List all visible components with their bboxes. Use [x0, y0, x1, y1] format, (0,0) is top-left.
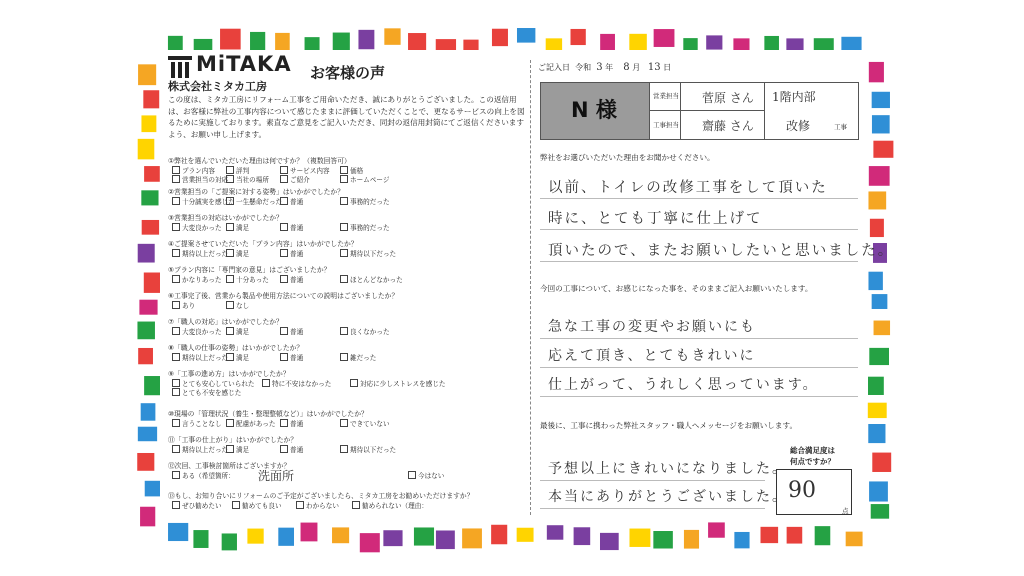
- section-prompt-3: 最後に、工事に携わった弊社スタッフ・職人へメッセージをお願いします。: [540, 421, 798, 430]
- option-label: できていない: [350, 420, 390, 428]
- option-label: 対応に少しストレスを感じた: [360, 380, 446, 388]
- question-9: ⑨「工事の進め方」はいかがでしたか？: [168, 370, 290, 378]
- intro-text: この度は、ミタカ工房にリフォーム工事をご用命いただき、誠にありがとうございました。この返信用は、お客様に弊社の工事内容について感じたままに評価していただくことで、更なるサービスの向上を図るために実施しております。素直なご意見をご記入いただき、同封の返信用封筒にてご返信くださいますよう、お願い申し上げます。: [168, 95, 525, 139]
- checkbox[interactable]: [340, 166, 348, 174]
- confetti-square: [734, 532, 749, 548]
- confetti-square: [815, 526, 831, 545]
- answer-option[interactable]: [350, 378, 446, 388]
- answer-option[interactable]: [340, 352, 376, 362]
- confetti-square: [142, 220, 159, 235]
- checkbox[interactable]: [226, 197, 234, 205]
- confetti-square: [872, 294, 888, 309]
- handwritten-comment: 予想以上にきれいになりました。: [548, 461, 788, 477]
- entry-date: ご記入日 令和 3 年 8 月 13 日: [538, 62, 672, 73]
- answer-option[interactable]: [172, 248, 228, 258]
- handwritten-comment: 本当にありがとうございました。: [548, 489, 788, 505]
- confetti-square: [278, 528, 294, 546]
- answer-option[interactable]: [232, 500, 282, 510]
- answer-option[interactable]: [296, 500, 339, 510]
- handwritten-comment: 頂いたので、またお願いしたいと思いました。: [548, 243, 895, 259]
- confetti-square: [600, 533, 619, 550]
- answer-option[interactable]: [340, 196, 390, 206]
- writing-line: [540, 480, 765, 481]
- answer-option[interactable]: [226, 174, 269, 184]
- date-month: 8: [623, 62, 630, 73]
- confetti-square: [868, 191, 886, 209]
- answer-option[interactable]: [340, 222, 390, 232]
- option-label: 事務的だった: [350, 224, 390, 232]
- writing-line: [540, 198, 858, 199]
- option-label: 期待以上だった: [182, 354, 229, 362]
- answer-option[interactable]: [226, 418, 276, 428]
- option-label: 一生懸命だった: [236, 198, 283, 206]
- answer-option[interactable]: [340, 418, 390, 428]
- sales-label: 営業担当: [653, 92, 679, 100]
- checkbox[interactable]: [340, 327, 348, 335]
- writing-line: [540, 338, 858, 339]
- answer-option[interactable]: [226, 196, 282, 206]
- confetti-square: [872, 453, 891, 472]
- answer-option[interactable]: [172, 326, 222, 336]
- option-label: 満足: [236, 224, 250, 232]
- confetti-square: [706, 35, 722, 49]
- confetti-square: [868, 377, 884, 395]
- checkbox[interactable]: [350, 379, 358, 387]
- date-day: 13: [647, 62, 661, 73]
- confetti-square: [137, 453, 154, 471]
- checkbox[interactable]: [226, 419, 234, 427]
- confetti-square: [868, 403, 887, 418]
- option-label: 普通: [290, 354, 304, 362]
- answer-option[interactable]: [280, 248, 303, 258]
- confetti-square: [869, 481, 888, 501]
- checkbox[interactable]: [280, 249, 288, 257]
- checkbox[interactable]: [280, 419, 288, 427]
- confetti-square: [140, 507, 155, 527]
- checkbox[interactable]: [280, 445, 288, 453]
- question-13: ⑬もし、お知り合いにリフォームのご予定がございましたら、ミタカ工房をお勧めいただけますか？: [168, 492, 474, 500]
- answer-option[interactable]: [172, 174, 228, 184]
- option-label: 大変良かった: [182, 328, 222, 336]
- checkbox[interactable]: [172, 166, 180, 174]
- question-4: ④ご提案させていただいた「プラン内容」はいかがでしたか？: [168, 240, 358, 248]
- confetti-square: [358, 30, 374, 49]
- page-title: お客様の声: [310, 64, 386, 82]
- checkbox[interactable]: [340, 353, 348, 361]
- answer-option[interactable]: [262, 378, 331, 388]
- score-unit: 点: [842, 507, 849, 515]
- answer-option[interactable]: [280, 222, 303, 232]
- checkbox[interactable]: [172, 175, 180, 183]
- writing-line: [540, 229, 858, 230]
- handwritten-comment: 応えて頂き、とてもきれいに: [548, 348, 756, 364]
- answer-option[interactable]: [352, 500, 428, 510]
- option-label: 満足: [236, 328, 250, 336]
- question-12: ⑫次回、工事検討箇所はございますか？: [168, 462, 291, 470]
- checkbox[interactable]: [172, 275, 180, 283]
- section-prompt-2: 今回の工事について、お感じになった事を、そのままご記入お願いいたします。: [540, 284, 813, 293]
- confetti-square: [517, 528, 534, 542]
- checkbox[interactable]: [172, 419, 180, 427]
- option-label: 期待以上だった: [182, 250, 229, 258]
- checkbox[interactable]: [340, 249, 348, 257]
- checkbox[interactable]: [280, 275, 288, 283]
- checkbox[interactable]: [172, 388, 180, 396]
- confetti-square: [787, 527, 803, 544]
- checkbox[interactable]: [340, 445, 348, 453]
- checkbox[interactable]: [340, 419, 348, 427]
- option-label: 普通: [290, 198, 304, 206]
- checkbox[interactable]: [172, 197, 180, 205]
- checkbox[interactable]: [226, 327, 234, 335]
- answer-option[interactable]: [280, 418, 303, 428]
- handwritten-comment: 急な工事の変更やお願いにも: [548, 319, 756, 335]
- checkbox[interactable]: [226, 249, 234, 257]
- checkbox[interactable]: [280, 353, 288, 361]
- construction-label: 工事担当: [653, 121, 679, 129]
- confetti-square: [144, 166, 160, 182]
- checkbox[interactable]: [172, 249, 180, 257]
- column-divider: [530, 60, 532, 515]
- confetti-square: [873, 141, 893, 158]
- confetti-square: [764, 36, 779, 51]
- score-label-1: 総合満足度は: [790, 446, 835, 455]
- option-label: 事務的だった: [350, 198, 390, 206]
- checkbox[interactable]: [340, 175, 348, 183]
- confetti-square: [383, 530, 402, 546]
- checkbox[interactable]: [352, 501, 360, 509]
- option-label: プラン内容: [182, 167, 215, 175]
- option-label: 価格: [350, 167, 364, 175]
- confetti-square: [869, 62, 884, 82]
- writing-line: [540, 367, 858, 368]
- checkbox[interactable]: [172, 327, 180, 335]
- construction-name: 齋藤 さん: [702, 119, 754, 133]
- answer-option[interactable]: [226, 222, 249, 232]
- option-label: かなりあった: [182, 276, 222, 284]
- confetti-square: [761, 527, 779, 543]
- checkbox[interactable]: [172, 223, 180, 231]
- option-label: サービス内容: [290, 167, 330, 175]
- question-3: ③営業担当の対応はいかがでしたか？: [168, 214, 283, 222]
- answer-option[interactable]: [172, 300, 195, 310]
- confetti-square: [384, 28, 400, 45]
- confetti-square: [220, 29, 241, 50]
- date-year: 3: [596, 62, 603, 73]
- question-6: ⑥工事完了後、営業から製品や使用方法についての説明はございましたか？: [168, 292, 399, 300]
- question-10: ⑩現場の「管理状況（養生・整理整頓など）」はいかがでしたか？: [168, 410, 368, 418]
- option-label: 今はない: [418, 472, 445, 480]
- grid-line: [649, 110, 765, 111]
- confetti-square: [138, 64, 156, 85]
- checkbox[interactable]: [226, 166, 234, 174]
- answer-option[interactable]: [408, 470, 444, 480]
- option-label: 雑だった: [350, 354, 377, 362]
- confetti-square: [141, 115, 156, 132]
- answer-option[interactable]: [172, 274, 222, 284]
- confetti-square: [138, 427, 157, 442]
- customer-name: N 様: [571, 98, 617, 122]
- answer-option[interactable]: [226, 274, 269, 284]
- answer-option[interactable]: [172, 500, 222, 510]
- answer-option[interactable]: [172, 352, 228, 362]
- checkbox[interactable]: [172, 445, 180, 453]
- option-label: 満足: [236, 250, 250, 258]
- option-label: 配慮があった: [236, 420, 276, 428]
- question-2: ②営業担当の「ご提案に対する姿勢」はいかがでしたか？: [168, 188, 345, 196]
- checkbox[interactable]: [262, 379, 270, 387]
- option-label: 普通: [290, 250, 304, 258]
- work-location: 1階内部: [772, 90, 816, 104]
- question-1: ①弊社を選んでいただいた理由は何ですか？（複数回答可）: [168, 157, 351, 165]
- answer-option[interactable]: [340, 326, 390, 336]
- confetti-square: [868, 424, 885, 443]
- option-label: 言うことなし: [182, 420, 222, 428]
- answer-option[interactable]: [172, 470, 235, 480]
- answer-option[interactable]: [280, 174, 310, 184]
- confetti-square: [871, 504, 889, 519]
- company-name: 株式会社ミタカ工房: [168, 80, 267, 93]
- checkbox[interactable]: [280, 223, 288, 231]
- confetti-square: [333, 33, 350, 51]
- answer-option[interactable]: [172, 444, 228, 454]
- confetti-square: [870, 219, 884, 237]
- answer-option[interactable]: [340, 444, 396, 454]
- answer-option[interactable]: [226, 352, 249, 362]
- confetti-square: [629, 529, 650, 547]
- answer-option[interactable]: [340, 174, 389, 184]
- confetti-square: [868, 272, 882, 290]
- confetti-square: [654, 29, 675, 47]
- option-label: 普通: [290, 224, 304, 232]
- checkbox[interactable]: [172, 353, 180, 361]
- writing-line: [540, 261, 858, 262]
- confetti-square: [139, 300, 157, 315]
- answer-option[interactable]: [280, 274, 303, 284]
- option-label: ホームページ: [350, 176, 390, 184]
- option-label: 十分誠実を感じた: [182, 198, 235, 206]
- work-label: 工事: [834, 123, 847, 131]
- option-label: ぜひ勧めたい: [182, 502, 222, 510]
- checkbox[interactable]: [226, 275, 234, 283]
- brand-name: MiTAKA: [196, 52, 292, 76]
- option-label: 期待以下だった: [350, 446, 397, 454]
- confetti-square: [708, 522, 725, 537]
- checkbox[interactable]: [280, 197, 288, 205]
- option-label: とても安心していられた: [182, 380, 255, 388]
- confetti-square: [872, 92, 890, 108]
- confetti-square: [141, 190, 158, 205]
- checkbox[interactable]: [408, 471, 416, 479]
- option-label: 営業担当の対応: [182, 176, 229, 184]
- answer-option[interactable]: [226, 326, 249, 336]
- option-label: わからない: [306, 502, 339, 510]
- confetti-square: [141, 403, 156, 421]
- option-label: 期待以上だった: [182, 446, 229, 454]
- option-label: 満足: [236, 354, 250, 362]
- option-label: 満足: [236, 446, 250, 454]
- question-7: ⑦「職人の対応」はいかがでしたか？: [168, 318, 283, 326]
- confetti-square: [869, 166, 890, 186]
- checkbox[interactable]: [296, 501, 304, 509]
- option-label: 普通: [290, 328, 304, 336]
- checkbox[interactable]: [226, 445, 234, 453]
- checkbox[interactable]: [172, 471, 180, 479]
- answer-option[interactable]: [226, 300, 249, 310]
- question-11: ⑪「工事の仕上がり」はいかがでしたか？: [168, 436, 298, 444]
- checkbox[interactable]: [172, 301, 180, 309]
- option-label: 大変良かった: [182, 224, 222, 232]
- writing-line: [540, 396, 858, 397]
- mitaka-logo-icon: [168, 56, 192, 78]
- option-label: 普通: [290, 276, 304, 284]
- option-label: とても不安を感じた: [182, 389, 242, 397]
- handwritten-comment: 仕上がって、うれしく思っています。: [548, 377, 819, 393]
- option-label: ある（希望箇所：: [182, 472, 235, 480]
- confetti-square: [574, 527, 591, 545]
- handwritten-comment: 以前、トイレの改修工事をして頂いた: [548, 180, 828, 196]
- checkbox[interactable]: [226, 301, 234, 309]
- checkbox[interactable]: [280, 175, 288, 183]
- handwritten-answer: 洗面所: [258, 469, 295, 483]
- confetti-square: [462, 528, 482, 548]
- confetti-square: [143, 90, 159, 108]
- checkbox[interactable]: [232, 501, 240, 509]
- answer-option[interactable]: [172, 418, 222, 428]
- checkbox[interactable]: [226, 223, 234, 231]
- checkbox[interactable]: [340, 223, 348, 231]
- option-label: 良くなかった: [350, 328, 390, 336]
- answer-option[interactable]: [172, 387, 241, 397]
- confetti-square: [408, 33, 426, 50]
- confetti-square: [222, 533, 237, 550]
- checkbox[interactable]: [280, 327, 288, 335]
- confetti-square: [301, 523, 318, 542]
- confetti-square: [332, 527, 349, 543]
- checkbox[interactable]: [226, 353, 234, 361]
- confetti-square: [138, 139, 155, 160]
- checkbox[interactable]: [340, 275, 348, 283]
- checkbox[interactable]: [226, 175, 234, 183]
- confetti-square: [547, 525, 564, 540]
- writing-line: [540, 508, 765, 509]
- confetti-square: [653, 531, 673, 549]
- option-label: 期待以下だった: [350, 250, 397, 258]
- confetti-square: [137, 322, 155, 340]
- confetti-square: [517, 28, 535, 43]
- section-prompt-1: 弊社をお選びいただいた理由をお聞かせください。: [540, 153, 715, 162]
- option-label: 普通: [290, 446, 304, 454]
- option-label: ほとんどなかった: [350, 276, 403, 284]
- confetti-square: [492, 29, 508, 46]
- answer-option[interactable]: [226, 444, 249, 454]
- option-label: ご紹介: [290, 176, 310, 184]
- confetti-square: [168, 523, 188, 541]
- handwritten-comment: 時に、とても丁寧に仕上げて: [548, 211, 763, 227]
- checkbox[interactable]: [280, 166, 288, 174]
- option-label: なし: [236, 302, 250, 310]
- confetti-square: [872, 115, 890, 133]
- question-8: ⑧「職人の仕事の姿勢」はいかがでしたか？: [168, 344, 304, 352]
- answer-option[interactable]: [226, 248, 249, 258]
- option-label: 当社の場所: [236, 176, 269, 184]
- confetti-square: [247, 529, 263, 544]
- confetti-square: [138, 244, 155, 263]
- confetti-square: [869, 348, 889, 365]
- confetti-square: [846, 532, 863, 547]
- confetti-square: [193, 530, 208, 548]
- option-label: 勧めても良い: [242, 502, 282, 510]
- checkbox[interactable]: [340, 197, 348, 205]
- option-label: 十分あった: [236, 276, 269, 284]
- answer-option[interactable]: [340, 274, 403, 284]
- sales-name: 菅原 さん: [702, 91, 754, 105]
- confetti-square: [144, 376, 161, 395]
- confetti-square: [684, 530, 699, 549]
- answer-option[interactable]: [280, 326, 303, 336]
- score-value: 90: [788, 478, 816, 503]
- confetti-square: [874, 321, 891, 336]
- option-label: あり: [182, 302, 196, 310]
- option-label: 評判: [236, 167, 250, 175]
- confetti-square: [491, 525, 507, 545]
- option-label: 特に不安はなかった: [272, 380, 332, 388]
- confetti-square: [138, 348, 153, 364]
- confetti-square: [570, 29, 585, 45]
- question-5: ⑤プラン内容に「専門家の意見」はございましたか？: [168, 266, 331, 274]
- answer-option[interactable]: [340, 248, 396, 258]
- answer-option[interactable]: [280, 444, 303, 454]
- option-label: 勧められない（理由：: [362, 502, 428, 510]
- confetti-square: [414, 527, 434, 545]
- work-type: 改修: [786, 119, 811, 133]
- answer-option[interactable]: [280, 196, 303, 206]
- option-label: 普通: [290, 420, 304, 428]
- confetti-square: [436, 530, 455, 549]
- answer-option[interactable]: [280, 352, 303, 362]
- checkbox[interactable]: [172, 379, 180, 387]
- answer-option[interactable]: [172, 222, 222, 232]
- confetti-square: [360, 533, 380, 552]
- checkbox[interactable]: [172, 501, 180, 509]
- score-label-2: 何点ですか？: [790, 457, 835, 466]
